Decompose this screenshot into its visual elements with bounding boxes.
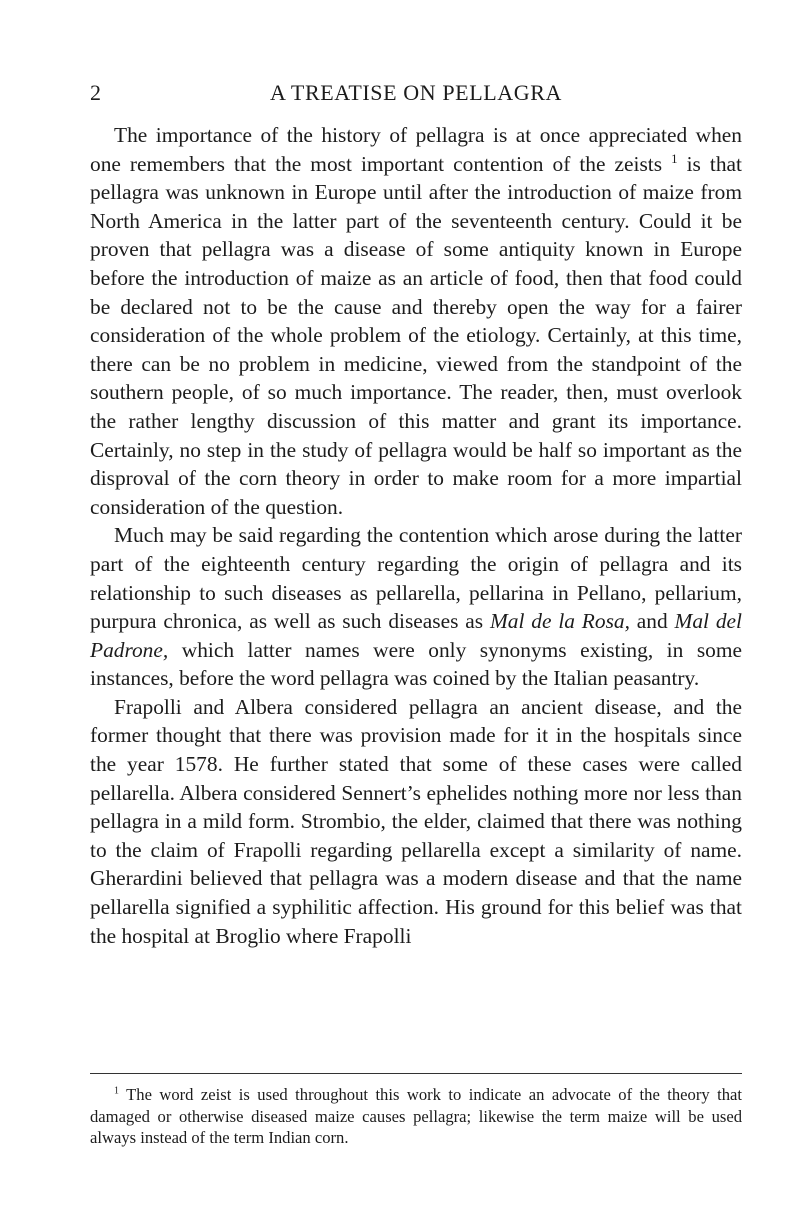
footnote-mark: 1 [114, 1085, 119, 1097]
footnote-text: The word zeist is used throughout this work to indicate an advocate of the theory that damaged or otherwise diseased maize causes pellagra; likewise the term maize will be used always instead of the term Indian corn. [90, 1085, 742, 1147]
paragraph-2-text-a: Much may be said regarding the contention which arose during the latter part of the eighteenth century regarding the origin of pellagra and its relationship to such diseases as pellarella, pellarina in Pellano, pellarium, purpura chronica, as well as such diseases as [90, 523, 742, 634]
paragraph-2-text-c: which latter names were only synonyms existing, in some instances, before the word pellagra was coined by the Italian peasantry. [90, 637, 742, 691]
paragraph-2 [90, 521, 742, 693]
italic-term-mal-de-la-rosa: Mal de la Rosa, [489, 609, 630, 634]
running-title: A TREATISE ON PELLAGRA [269, 80, 563, 105]
body-text [90, 121, 742, 950]
footnote-reference: 1 [671, 151, 678, 166]
footnote [90, 1084, 742, 1149]
paragraph-1-text-a: The importance of the history of pellagra is at once appreciated when one remembers that the most important contention of the zeists [90, 123, 742, 176]
paragraph-1-text-b: is that pellagra was unknown in Europe until after the introduction of maize from North America in the latter part of the seventeenth century. Could it be proven that pellagra was a disease of some antiquity known in Europe before the introduction of maize as an article of food, then that food could be declared not to be the cause and thereby open the way for a fairer consideration of the whole problem of the etiology. Certainly, at this time, there can be no problem in medicine, viewed from the standpoint of the southern people, of so much importance. The reader, then, must overlook the rather lengthy discussion of this matter and grant its importance. Certainly, no step in the study of pellagra would be half so important as the disproval of the corn theory in order to make room for a more impartial consideration of the question. [90, 151, 742, 519]
paragraph-1 [90, 121, 742, 521]
paragraph-2-text-b: and [629, 609, 675, 634]
page-number: 2 [90, 80, 102, 105]
running-head [90, 80, 742, 110]
paragraph-3 [90, 693, 742, 950]
paragraph-3-text: Frapolli and Albera considered pellagra an ancient disease, and the former thought that there was provision made for it in the hospitals since the year 1578. He further stated that some of these cases were called pellarella. Albera considered Sennert’s ephelides nothing more nor less than pellagra in a mild form. Strombio, the elder, claimed that there was nothing to the claim of Frapolli regarding pellarella except a similarity of name. Gherardini believed that pellagra was a modern disease and that the name pellarella signified a syphilitic affection. His ground for this belief was that the hospital at Broglio where Frapolli [90, 694, 742, 948]
italic-term-mal-del-padrone: Mal del Padrone, [90, 609, 742, 662]
footnote-divider [90, 1073, 742, 1074]
